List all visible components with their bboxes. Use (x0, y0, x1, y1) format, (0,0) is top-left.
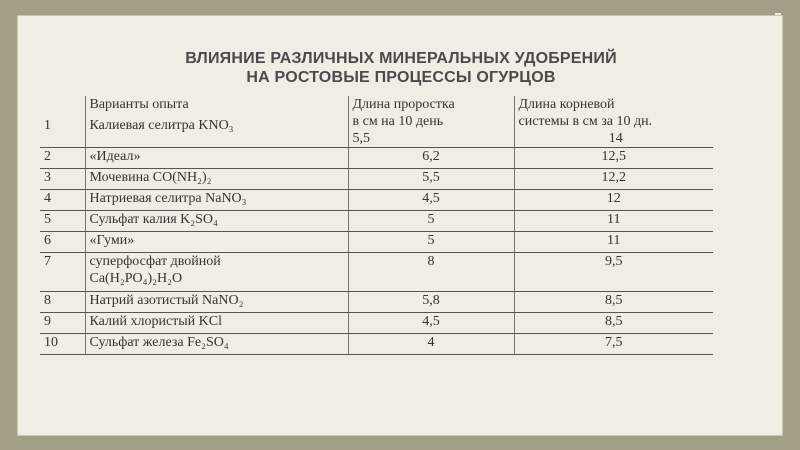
row-num-text: 6 (44, 233, 51, 248)
row-root (514, 253, 713, 292)
row-root (514, 313, 713, 334)
row-name (85, 148, 348, 169)
row-sprout-text: 5 (427, 212, 435, 227)
title-line-1: ВЛИЯНИЕ РАЗЛИЧНЫХ МИНЕРАЛЬНЫХ УДОБРЕНИЙ (185, 50, 617, 67)
row-sprout (348, 169, 514, 190)
header-root-cell (514, 96, 713, 148)
row-num (40, 169, 85, 190)
row-name (85, 334, 348, 355)
table-row (40, 211, 713, 232)
row-num-text: 9 (44, 314, 51, 329)
table-row (40, 334, 713, 355)
header-num-cell (40, 96, 85, 148)
row-root (514, 148, 713, 169)
row-sprout (348, 292, 514, 313)
row-name-text: «Гуми» (89, 233, 135, 248)
table-row (40, 190, 713, 211)
row-sprout-text: 6,2 (422, 149, 440, 164)
row-num (40, 253, 85, 292)
row-name-text: Мочевина CO(NH₂)₂ (89, 170, 212, 185)
row-sprout (348, 334, 514, 355)
slide-title (18, 49, 784, 87)
row-sprout-text: 4 (427, 335, 435, 350)
row-num: 1 (44, 118, 51, 133)
row-num (40, 232, 85, 253)
row-name: Калиевая селитра KNO₃ (89, 118, 234, 133)
row-num-text: 2 (44, 149, 51, 164)
row-num-text: 4 (44, 191, 51, 206)
row-root-text: 9,5 (605, 254, 623, 269)
title-line-2: НА РОСТОВЫЕ ПРОЦЕССЫ ОГУРЦОВ (246, 69, 556, 86)
row-sprout (348, 232, 514, 253)
row-sprout (348, 313, 514, 334)
row-name-text: «Идеал» (89, 149, 141, 164)
row-num (40, 334, 85, 355)
row-name (85, 190, 348, 211)
row-root (514, 169, 713, 190)
row-root (514, 292, 713, 313)
row-num-text: 5 (44, 212, 51, 227)
row-root-text: 11 (607, 212, 621, 227)
row-num (40, 211, 85, 232)
row-root-text: 8,5 (605, 314, 623, 329)
table-row (40, 232, 713, 253)
row-name-text: Сульфат калия K₂SO₄ (89, 212, 218, 227)
row-sprout-text: 5,5 (422, 170, 440, 185)
header-variant: Варианты опыта (89, 97, 189, 112)
row-name (85, 232, 348, 253)
results-table (40, 96, 713, 355)
row-sprout-text: 5 (427, 233, 435, 248)
table-row (40, 148, 713, 169)
row-sprout (348, 253, 514, 292)
row-name (85, 292, 348, 313)
row-name-text: Натрий азотистый NaNO₂ (89, 293, 244, 308)
row-name (85, 169, 348, 190)
row-num-text: 10 (44, 335, 58, 350)
row-name (85, 313, 348, 334)
row-name (85, 253, 348, 292)
row-name-text: суперфосфат двойной (89, 254, 221, 269)
row-root-text: 12 (606, 191, 621, 206)
header-variant-cell (85, 96, 348, 148)
row-sprout-text: 4,5 (422, 314, 440, 329)
table-header-row (40, 96, 713, 148)
row-sprout (348, 190, 514, 211)
table-row (40, 313, 713, 334)
row-num (40, 292, 85, 313)
header-sprout-cell (348, 96, 514, 148)
row-root-text: 12,5 (601, 149, 626, 164)
row-num (40, 148, 85, 169)
row-sprout-text: 5,8 (422, 293, 440, 308)
table-row (40, 292, 713, 313)
row-root (514, 211, 713, 232)
row-root (514, 232, 713, 253)
header-sprout-line1: Длина проростка (352, 97, 455, 112)
row-num-text: 8 (44, 293, 51, 308)
row-num (40, 313, 85, 334)
row-name (85, 211, 348, 232)
header-sprout-line2: в см на 10 день (352, 114, 444, 129)
row-root (514, 190, 713, 211)
row-root (514, 334, 713, 355)
row-num-text: 3 (44, 170, 51, 185)
row-name-text: Натриевая селитра NaNO₃ (89, 191, 247, 206)
row-root-text: 12,2 (601, 170, 626, 185)
row-root-text: 11 (607, 233, 621, 248)
row-name-text: Сульфат железа Fe₂SO₄ (89, 335, 229, 350)
row-num (40, 190, 85, 211)
header-root-line1: Длина корневой (518, 97, 615, 112)
row-root-text: 8,5 (605, 293, 623, 308)
header-root-line2: системы в см за 10 дн. (518, 114, 653, 129)
row-sprout (348, 211, 514, 232)
row-sprout-text: 8 (427, 254, 435, 269)
row-sprout: 5,5 (352, 131, 370, 146)
row-root-text: 7,5 (605, 335, 623, 350)
table-row (40, 169, 713, 190)
row-name-text: Калий хлористый KCl (89, 314, 223, 329)
row-name-line2: Ca(H₂PO₄)₂H₂O (89, 271, 183, 286)
row-root: 14 (608, 131, 623, 146)
table-row (40, 253, 713, 292)
row-num-text: 7 (44, 254, 51, 269)
row-sprout (348, 148, 514, 169)
row-sprout-text: 4,5 (422, 191, 440, 206)
